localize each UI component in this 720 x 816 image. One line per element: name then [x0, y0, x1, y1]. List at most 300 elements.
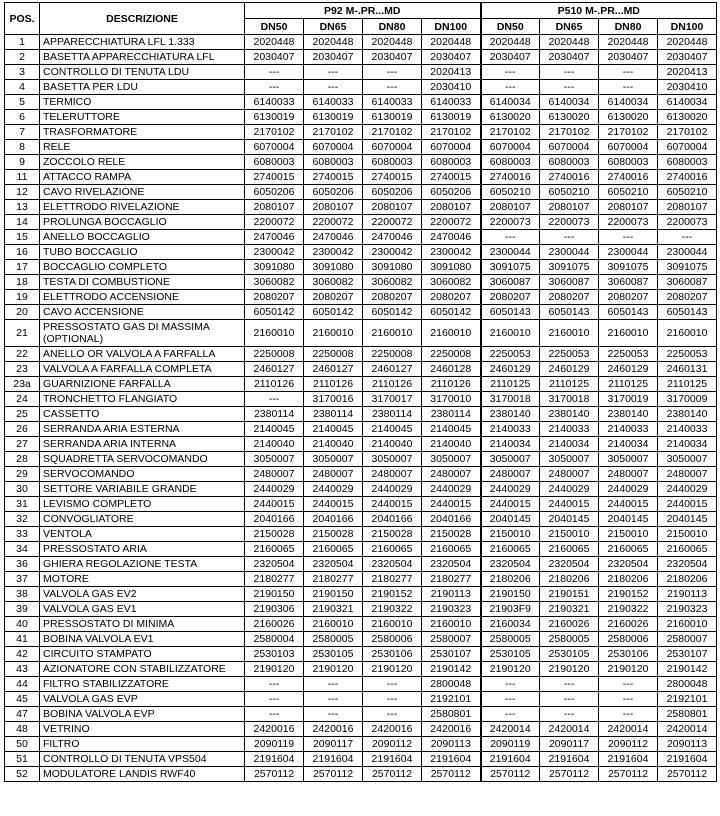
cell-code: 6080003 — [599, 155, 658, 170]
cell-code: 2150010 — [599, 527, 658, 542]
cell-code: 2380114 — [304, 407, 363, 422]
header-size: DN80 — [363, 19, 422, 35]
table-row — [5, 677, 717, 692]
cell-code: 2140033 — [599, 422, 658, 437]
cell-code: 3170009 — [658, 392, 717, 407]
cell-code: 3170018 — [481, 392, 540, 407]
cell-code: 2440015 — [599, 497, 658, 512]
cell-code: 6070004 — [540, 140, 599, 155]
cell-code: 2440029 — [540, 482, 599, 497]
table-row — [5, 215, 717, 230]
cell-pos: 43 — [5, 662, 40, 677]
cell-code: 2191604 — [304, 752, 363, 767]
cell-code: 2190120 — [481, 662, 540, 677]
table-header — [5, 3, 717, 35]
cell-descrizione: ELETTRODO RIVELAZIONE — [40, 200, 245, 215]
cell-code: 2191604 — [245, 752, 304, 767]
cell-code: 2740016 — [540, 170, 599, 185]
cell-descrizione: CASSETTO — [40, 407, 245, 422]
cell-code: 2110125 — [599, 377, 658, 392]
cell-code: 2250053 — [481, 347, 540, 362]
cell-descrizione: TRASFORMATORE — [40, 125, 245, 140]
cell-code: 2160026 — [245, 617, 304, 632]
cell-code: 6080003 — [245, 155, 304, 170]
cell-code: 3050007 — [304, 452, 363, 467]
cell-descrizione: CAVO ACCENSIONE — [40, 305, 245, 320]
cell-code: 2440029 — [422, 482, 481, 497]
cell-code: 2250053 — [599, 347, 658, 362]
cell-code: 2440029 — [658, 482, 717, 497]
cell-code: 2110126 — [245, 377, 304, 392]
cell-code: 2090112 — [599, 737, 658, 752]
cell-code: 2250008 — [304, 347, 363, 362]
cell-code: 2320504 — [422, 557, 481, 572]
cell-code: 2180277 — [363, 572, 422, 587]
cell-code: 6050143 — [599, 305, 658, 320]
cell-code: 3050007 — [422, 452, 481, 467]
cell-descrizione: GHIERA REGOLAZIONE TESTA — [40, 557, 245, 572]
cell-code: 3050007 — [658, 452, 717, 467]
cell-code: 2580007 — [422, 632, 481, 647]
cell-pos: 28 — [5, 452, 40, 467]
table-row — [5, 80, 717, 95]
cell-code: 2570112 — [304, 767, 363, 782]
cell-code: 2110126 — [363, 377, 422, 392]
cell-code: 6080003 — [304, 155, 363, 170]
cell-code: 2110126 — [304, 377, 363, 392]
cell-code: --- — [599, 65, 658, 80]
cell-code: 2160065 — [540, 542, 599, 557]
cell-code: --- — [245, 692, 304, 707]
cell-code: 2192101 — [422, 692, 481, 707]
cell-code: 2020448 — [599, 35, 658, 50]
cell-code: 2140045 — [245, 422, 304, 437]
cell-code: 2460127 — [363, 362, 422, 377]
cell-code: --- — [304, 65, 363, 80]
cell-code: 2570112 — [422, 767, 481, 782]
cell-code: 3091075 — [540, 260, 599, 275]
cell-code: 2150010 — [658, 527, 717, 542]
cell-code: 2090113 — [422, 737, 481, 752]
table-row — [5, 497, 717, 512]
cell-code: 2190323 — [422, 602, 481, 617]
cell-code: 2180277 — [245, 572, 304, 587]
cell-code: 2530105 — [481, 647, 540, 662]
cell-pos: 3 — [5, 65, 40, 80]
cell-pos: 15 — [5, 230, 40, 245]
cell-code: 2190322 — [363, 602, 422, 617]
table-row — [5, 662, 717, 677]
cell-code: 2580006 — [363, 632, 422, 647]
cell-code: 2740016 — [599, 170, 658, 185]
cell-code: 2090117 — [540, 737, 599, 752]
cell-code: 2030410 — [422, 80, 481, 95]
cell-code: 2150028 — [245, 527, 304, 542]
cell-descrizione: LEVISMO COMPLETO — [40, 497, 245, 512]
cell-code: 2160010 — [363, 617, 422, 632]
cell-code: 2460128 — [422, 362, 481, 377]
cell-descrizione: VALVOLA GAS EV2 — [40, 587, 245, 602]
cell-pos: 13 — [5, 200, 40, 215]
cell-code: 2160065 — [599, 542, 658, 557]
cell-code: 2530106 — [363, 647, 422, 662]
cell-code: 2030407 — [422, 50, 481, 65]
cell-code: --- — [245, 677, 304, 692]
cell-code: 2190142 — [658, 662, 717, 677]
table-row — [5, 707, 717, 722]
cell-code: 2080207 — [422, 290, 481, 305]
cell-descrizione: FILTRO STABILIZZATORE — [40, 677, 245, 692]
cell-code: 2080207 — [599, 290, 658, 305]
cell-code: 2800048 — [422, 677, 481, 692]
cell-code: 2030407 — [540, 50, 599, 65]
table-row — [5, 392, 717, 407]
cell-pos: 39 — [5, 602, 40, 617]
cell-code: 2140045 — [363, 422, 422, 437]
cell-code: 2160034 — [481, 617, 540, 632]
cell-code: 2140040 — [245, 437, 304, 452]
cell-code: 2080207 — [540, 290, 599, 305]
cell-descrizione: ANELLO BOCCAGLIO — [40, 230, 245, 245]
cell-code: 6140033 — [304, 95, 363, 110]
cell-code: 6130020 — [540, 110, 599, 125]
cell-code: 2470046 — [245, 230, 304, 245]
table-row — [5, 95, 717, 110]
cell-code: 3060082 — [363, 275, 422, 290]
cell-code: 6080003 — [481, 155, 540, 170]
cell-code: 2740016 — [658, 170, 717, 185]
cell-descrizione: MODULATORE LANDIS RWF40 — [40, 767, 245, 782]
cell-descrizione: PRESSOSTATO ARIA — [40, 542, 245, 557]
cell-code: 2190150 — [304, 587, 363, 602]
table-row — [5, 437, 717, 452]
cell-pos: 48 — [5, 722, 40, 737]
cell-code: 2530107 — [422, 647, 481, 662]
cell-code: 3170019 — [599, 392, 658, 407]
cell-code: 2190150 — [481, 587, 540, 602]
cell-code: 2300044 — [481, 245, 540, 260]
cell-code: 2580801 — [658, 707, 717, 722]
cell-code: --- — [304, 692, 363, 707]
cell-code: 2470046 — [363, 230, 422, 245]
cell-code: 2030407 — [245, 50, 304, 65]
cell-code: 2030407 — [658, 50, 717, 65]
cell-code: 2440029 — [363, 482, 422, 497]
table-row — [5, 767, 717, 782]
cell-code: 6050210 — [599, 185, 658, 200]
cell-code: 2380140 — [540, 407, 599, 422]
cell-descrizione: CIRCUITO STAMPATO — [40, 647, 245, 662]
cell-code: 6050210 — [540, 185, 599, 200]
cell-code: 2380114 — [245, 407, 304, 422]
cell-code: 2480007 — [599, 467, 658, 482]
header-size: DN50 — [481, 19, 540, 35]
cell-pos: 32 — [5, 512, 40, 527]
cell-pos: 29 — [5, 467, 40, 482]
cell-pos: 22 — [5, 347, 40, 362]
cell-descrizione: CONTROLLO DI TENUTA VPS504 — [40, 752, 245, 767]
cell-code: 2300042 — [422, 245, 481, 260]
cell-code: 2020413 — [658, 65, 717, 80]
cell-code: --- — [540, 230, 599, 245]
cell-code: 2192101 — [658, 692, 717, 707]
cell-code: 2160010 — [422, 320, 481, 347]
cell-code: 2030407 — [304, 50, 363, 65]
cell-code: 2160065 — [422, 542, 481, 557]
cell-pos: 41 — [5, 632, 40, 647]
cell-code: 2480007 — [481, 467, 540, 482]
cell-code: 2570112 — [658, 767, 717, 782]
cell-code: --- — [245, 707, 304, 722]
header-row-groups — [5, 3, 717, 19]
cell-code: 2250008 — [363, 347, 422, 362]
cell-code: 2110125 — [481, 377, 540, 392]
cell-code: 2020448 — [481, 35, 540, 50]
cell-code: 2480007 — [304, 467, 363, 482]
cell-code: 2180206 — [599, 572, 658, 587]
cell-code: 2440015 — [304, 497, 363, 512]
cell-pos: 51 — [5, 752, 40, 767]
table-body — [5, 35, 717, 782]
cell-code: 2040166 — [245, 512, 304, 527]
cell-pos: 4 — [5, 80, 40, 95]
table-row — [5, 155, 717, 170]
cell-code: 2380140 — [599, 407, 658, 422]
cell-code: 2740016 — [481, 170, 540, 185]
cell-code: 2320504 — [658, 557, 717, 572]
cell-code: 6140033 — [422, 95, 481, 110]
cell-pos: 7 — [5, 125, 40, 140]
cell-code: 2440015 — [363, 497, 422, 512]
cell-code: 2110125 — [540, 377, 599, 392]
cell-code: 2140033 — [540, 422, 599, 437]
cell-code: 2380140 — [658, 407, 717, 422]
cell-code: 3050007 — [599, 452, 658, 467]
cell-code: 2140040 — [363, 437, 422, 452]
table-row — [5, 467, 717, 482]
cell-descrizione: TRONCHETTO FLANGIATO — [40, 392, 245, 407]
cell-code: 2140033 — [481, 422, 540, 437]
cell-code: 2020448 — [540, 35, 599, 50]
cell-code: 2470046 — [304, 230, 363, 245]
cell-code: 2740015 — [422, 170, 481, 185]
cell-code: 2160010 — [540, 320, 599, 347]
header-size: DN65 — [540, 19, 599, 35]
cell-code: 2020448 — [245, 35, 304, 50]
cell-code: 6050210 — [658, 185, 717, 200]
cell-code: 2480007 — [245, 467, 304, 482]
cell-code: 2020448 — [304, 35, 363, 50]
cell-code: 6130019 — [363, 110, 422, 125]
cell-code: 6130020 — [599, 110, 658, 125]
table-row — [5, 722, 717, 737]
cell-code: --- — [304, 677, 363, 692]
cell-code: 2420016 — [245, 722, 304, 737]
cell-pos: 45 — [5, 692, 40, 707]
cell-code: 2191604 — [658, 752, 717, 767]
cell-code: 2740015 — [363, 170, 422, 185]
cell-code: 2440015 — [540, 497, 599, 512]
cell-code: 6140033 — [363, 95, 422, 110]
cell-code: 2530103 — [245, 647, 304, 662]
cell-descrizione: VENTOLA — [40, 527, 245, 542]
cell-descrizione: SERRANDA ARIA INTERNA — [40, 437, 245, 452]
cell-pos: 50 — [5, 737, 40, 752]
cell-code: 2580005 — [304, 632, 363, 647]
cell-code: 3091075 — [599, 260, 658, 275]
table-row — [5, 347, 717, 362]
cell-code: 6140034 — [599, 95, 658, 110]
cell-descrizione: ANELLO OR VALVOLA A FARFALLA — [40, 347, 245, 362]
header-group-p92: P92 M-.PR...MD — [245, 3, 481, 19]
cell-code: 2191604 — [540, 752, 599, 767]
cell-code: 2580005 — [481, 632, 540, 647]
cell-code: 2480007 — [540, 467, 599, 482]
cell-code: 2180277 — [304, 572, 363, 587]
cell-code: 2460127 — [245, 362, 304, 377]
cell-code: 3060082 — [422, 275, 481, 290]
table-row — [5, 737, 717, 752]
cell-pos: 36 — [5, 557, 40, 572]
cell-descrizione: TELERUTTORE — [40, 110, 245, 125]
cell-descrizione: CONTROLLO DI TENUTA LDU — [40, 65, 245, 80]
cell-code: --- — [540, 65, 599, 80]
cell-code: 2480007 — [422, 467, 481, 482]
cell-code: --- — [481, 677, 540, 692]
cell-code: 2040166 — [422, 512, 481, 527]
cell-code: 2170102 — [422, 125, 481, 140]
cell-code: 2190152 — [599, 587, 658, 602]
cell-code: 2570112 — [363, 767, 422, 782]
table-row — [5, 35, 717, 50]
cell-code: 6050206 — [363, 185, 422, 200]
cell-descrizione: BOBINA VALVOLA EVP — [40, 707, 245, 722]
cell-code: 2570112 — [245, 767, 304, 782]
cell-descrizione: SETTORE VARIABILE GRANDE — [40, 482, 245, 497]
cell-code: 2380114 — [422, 407, 481, 422]
cell-pos: 20 — [5, 305, 40, 320]
cell-code: 2190151 — [540, 587, 599, 602]
cell-code: --- — [540, 707, 599, 722]
cell-pos: 2 — [5, 50, 40, 65]
cell-code: 6140033 — [245, 95, 304, 110]
cell-code: 2300042 — [363, 245, 422, 260]
cell-descrizione: ATTACCO RAMPA — [40, 170, 245, 185]
cell-code: 2150010 — [540, 527, 599, 542]
cell-pos: 52 — [5, 767, 40, 782]
cell-code: 2160010 — [599, 320, 658, 347]
table-row — [5, 752, 717, 767]
cell-descrizione: ELETTRODO ACCENSIONE — [40, 290, 245, 305]
cell-code: 3050007 — [363, 452, 422, 467]
cell-code: 6130020 — [658, 110, 717, 125]
cell-code: 2300042 — [245, 245, 304, 260]
cell-code: 2030407 — [363, 50, 422, 65]
cell-pos: 1 — [5, 35, 40, 50]
cell-code: 6080003 — [540, 155, 599, 170]
cell-code: 6070004 — [363, 140, 422, 155]
cell-code: 2320504 — [304, 557, 363, 572]
cell-code: 2300044 — [658, 245, 717, 260]
cell-code: 2180206 — [658, 572, 717, 587]
cell-code: 6070004 — [599, 140, 658, 155]
cell-code: 2040145 — [658, 512, 717, 527]
header-size: DN80 — [599, 19, 658, 35]
cell-code: 2460129 — [481, 362, 540, 377]
table-row — [5, 557, 717, 572]
cell-code: 2420014 — [540, 722, 599, 737]
cell-pos: 12 — [5, 185, 40, 200]
cell-code: 6070004 — [422, 140, 481, 155]
cell-code: 6050143 — [658, 305, 717, 320]
cell-code: --- — [245, 80, 304, 95]
cell-code: 2140033 — [658, 422, 717, 437]
cell-code: 2040166 — [304, 512, 363, 527]
cell-code: 2020448 — [363, 35, 422, 50]
table-row — [5, 245, 717, 260]
cell-code: 3060087 — [540, 275, 599, 290]
cell-pos: 37 — [5, 572, 40, 587]
cell-code: 2160010 — [363, 320, 422, 347]
cell-code: 2080107 — [304, 200, 363, 215]
cell-descrizione: BASETTA PER LDU — [40, 80, 245, 95]
cell-code: 2460129 — [540, 362, 599, 377]
cell-code: 2440029 — [304, 482, 363, 497]
cell-code: 2140045 — [304, 422, 363, 437]
cell-code: 6130019 — [304, 110, 363, 125]
cell-code: 2080107 — [540, 200, 599, 215]
table-row — [5, 290, 717, 305]
cell-code: 3050007 — [481, 452, 540, 467]
cell-code: 3060082 — [304, 275, 363, 290]
cell-code: 2440015 — [658, 497, 717, 512]
cell-code: 2580004 — [245, 632, 304, 647]
cell-code: 2150010 — [481, 527, 540, 542]
cell-code: 2030407 — [599, 50, 658, 65]
cell-descrizione: TERMICO — [40, 95, 245, 110]
cell-code: --- — [599, 677, 658, 692]
cell-pos: 47 — [5, 707, 40, 722]
table-row — [5, 50, 717, 65]
header-size: DN65 — [304, 19, 363, 35]
cell-descrizione: VALVOLA GAS EV1 — [40, 602, 245, 617]
table-row — [5, 572, 717, 587]
cell-code: 2080107 — [481, 200, 540, 215]
cell-code: 3060087 — [599, 275, 658, 290]
header-pos: POS. — [5, 3, 40, 35]
table-row — [5, 125, 717, 140]
cell-code: --- — [481, 230, 540, 245]
cell-code: 6140034 — [658, 95, 717, 110]
cell-code: 2140040 — [422, 437, 481, 452]
table-row — [5, 542, 717, 557]
cell-code: 2080207 — [481, 290, 540, 305]
cell-code: 6070004 — [481, 140, 540, 155]
cell-code: 2190120 — [363, 662, 422, 677]
cell-code: 2460127 — [304, 362, 363, 377]
cell-code: 2160010 — [481, 320, 540, 347]
cell-code: 2460131 — [658, 362, 717, 377]
cell-code: 2250053 — [540, 347, 599, 362]
cell-pos: 8 — [5, 140, 40, 155]
cell-pos: 26 — [5, 422, 40, 437]
cell-code: 2380140 — [481, 407, 540, 422]
header-size: DN100 — [422, 19, 481, 35]
cell-code: 2160026 — [540, 617, 599, 632]
cell-descrizione: TUBO BOCCAGLIO — [40, 245, 245, 260]
cell-code: 6050143 — [481, 305, 540, 320]
cell-code: 2140034 — [540, 437, 599, 452]
